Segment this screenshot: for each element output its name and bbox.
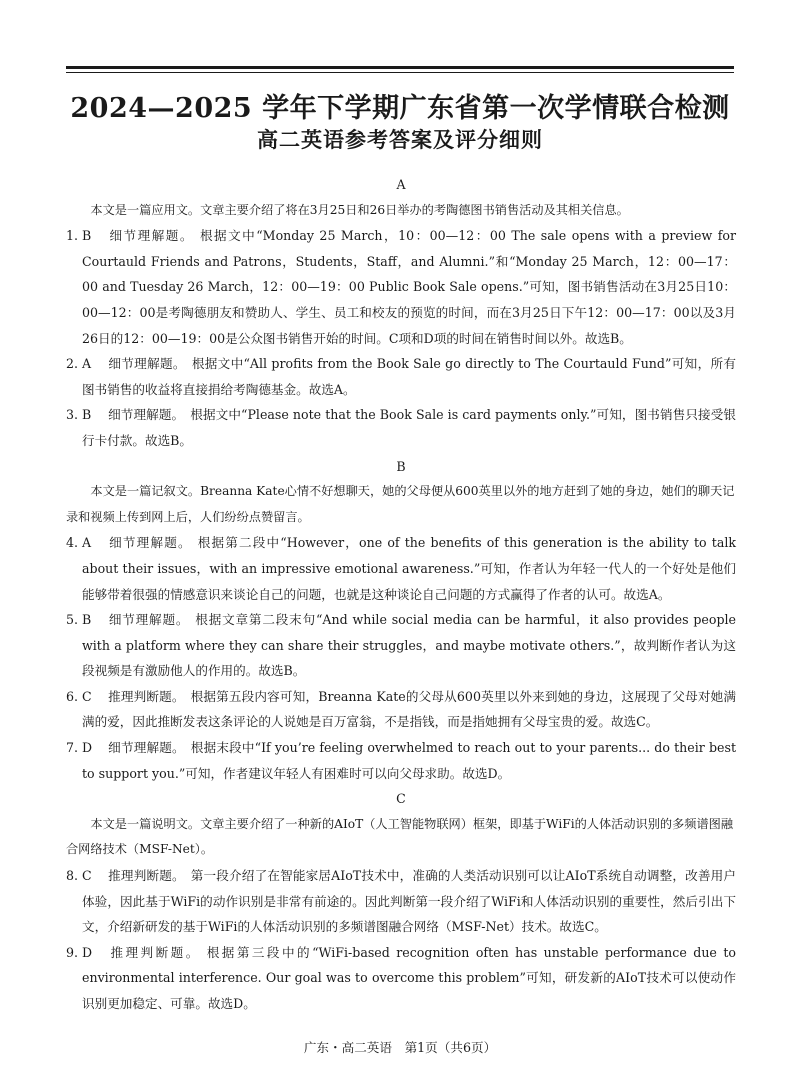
question-number: 7. xyxy=(66,740,79,756)
answer-letter: D xyxy=(82,944,93,960)
explanation-text: 根据文中“Please note that the Book Sale is card payments only.”可知，图书销售只接受银行卡付款。故选B。 xyxy=(82,407,737,448)
header-rule-thin xyxy=(66,72,734,73)
page-subtitle: 高二英语参考答案及评分细则 xyxy=(257,128,543,152)
section-intro: 本文是一篇说明文。文章主要介绍了一种新的AIoT（人工智能物联网）框架，即基于WiFi的人体活动识别的多频谱图融合网络技术（MSF-Net）。 xyxy=(66,816,734,857)
explanation-text: 根据第三段中的“WiFi-based recognition often has unstable performance due to environmental interference. Our goal was to overcome this problem”可知，研发新的AIoT技术可以使动作识别更加稳定、可靠。故选D。 xyxy=(82,944,736,1011)
question-number: 2. xyxy=(66,356,79,372)
page-title: 2024—2025 学年下学期广东省第一次学情联合检测 xyxy=(70,93,730,124)
page-footer: 广东・高二英语 第1页（共6页） xyxy=(303,1040,497,1055)
section-intro: 本文是一篇记叙文。Breanna Kate心情不好想聊天，她的父母便从600英里以外的地方赶到了她的身边，她们的聊天记录和视频上传到网上后，人们纷纷点赞留言。 xyxy=(66,484,735,524)
answer-letter: A xyxy=(82,535,92,551)
question-type: 细节理解题。 xyxy=(108,356,186,372)
question-number: 8. xyxy=(66,868,79,884)
answer-item xyxy=(66,530,736,607)
explanation-text: 根据文中“Monday 25 March，10：00—12：00 The sale opens with a preview for Courtauld Friends and Patrons，Students，Staff，and Alumni.”和“Monday 25 March，12：00—17：00 and Tuesday 26 March，12：00—19：00 Public Book Sale opens.”可知，图书销售活动在3月25日10：00—12：00是考陶德朋友和赞助人、学生、员工和校友的预览的时间，而在3月25日下午12：00—17：00以及3月26日的12：00—19：00是公众图书销售开始的时间。C项和D项的时间在销售时间以外。故选B。 xyxy=(82,228,737,346)
answer-letter: B xyxy=(82,228,92,244)
explanation-text: 根据文章第二段末句“And while social media can be harmful，it also provides people with a platform where they can share their struggles，and maybe motivate others.”，故判断作者认为这段视频是有激励他人的作用的。故选B。 xyxy=(82,612,736,679)
answer-letter: D xyxy=(82,740,93,756)
question-type: 细节理解题。 xyxy=(108,612,190,628)
question-number: 6. xyxy=(66,688,79,704)
answer-letter: A xyxy=(82,356,92,372)
section-letter: C xyxy=(396,791,406,807)
answer-item xyxy=(66,351,736,402)
answer-item xyxy=(66,940,736,1017)
question-type: 细节理解题。 xyxy=(108,407,185,423)
answer-item xyxy=(66,735,736,786)
explanation-text: 根据末段中“If you’re feeling overwhelmed to reach out to your parents... do their best to support you.”可知，作者建议年轻人有困难时可以向父母求助。故选D。 xyxy=(82,740,736,781)
question-number: 9. xyxy=(66,944,79,960)
question-type: 推理判断题。 xyxy=(108,688,185,704)
answer-letter: C xyxy=(82,688,92,704)
answer-item xyxy=(66,684,736,735)
section-letter: A xyxy=(396,177,406,192)
question-type: 推理判断题。 xyxy=(108,868,185,884)
question-type: 细节理解题。 xyxy=(108,740,185,756)
answer-item xyxy=(66,402,736,453)
section-intro: 本文是一篇应用文。文章主要介绍了将在3月25日和26日举办的考陶德图书销售活动及其相关信息。 xyxy=(90,202,629,217)
answer-item xyxy=(66,863,736,940)
explanation-text: 根据文中“All profits from the Book Sale go directly to The Courtauld Fund”可知，所有图书销售的收益将直接捐给考陶德基金。故选A。 xyxy=(82,356,736,397)
answer-item xyxy=(66,607,736,684)
question-type: 细节理解题。 xyxy=(108,535,192,551)
question-type: 细节理解题。 xyxy=(108,228,194,244)
answer-content xyxy=(66,172,736,1017)
question-type: 推理判断题。 xyxy=(108,944,201,960)
section-letter: B xyxy=(396,458,406,474)
explanation-text: 根据第二段中“However，one of the benefits of this generation is the ability to talk about their issues，with an impressive emotional awareness.”可知，作者认为年轻一代人的一个好处是他们能够带着很强的情感意识来谈论自己的问题，也就是这种谈论自己问题的方式赢得了作者的认可。故选A。 xyxy=(82,535,736,602)
answer-letter: B xyxy=(82,612,92,628)
answer-item xyxy=(66,223,736,351)
answer-letter: B xyxy=(82,407,92,423)
header-rule-thick xyxy=(66,66,734,69)
question-number: 3. xyxy=(66,407,79,423)
question-number: 5. xyxy=(66,612,79,628)
explanation-text: 根据第五段内容可知，Breanna Kate的父母从600英里以外来到她的身边，这展现了父母对她满满的爱，因此推断发表这条评论的人说她是百万富翁，不是指钱，而是指她拥有父母宝贵的爱。故选C。 xyxy=(82,688,737,730)
question-number: 1. xyxy=(66,228,79,244)
explanation-text: 第一段介绍了在智能家居AIoT技术中，准确的人类活动识别可以让AIoT系统自动调整，改善用户体验，因此基于WiFi的动作识别是非常有前途的。因此判断第一段介绍了WiFi和人体活动识别的重要性，然后引出下文，介绍新研发的基于WiFi的人体活动识别的多频谱图融合网络（MSF-Net）技术。故选C。 xyxy=(82,868,736,935)
question-number: 4. xyxy=(66,535,79,551)
answer-letter: C xyxy=(82,868,92,884)
